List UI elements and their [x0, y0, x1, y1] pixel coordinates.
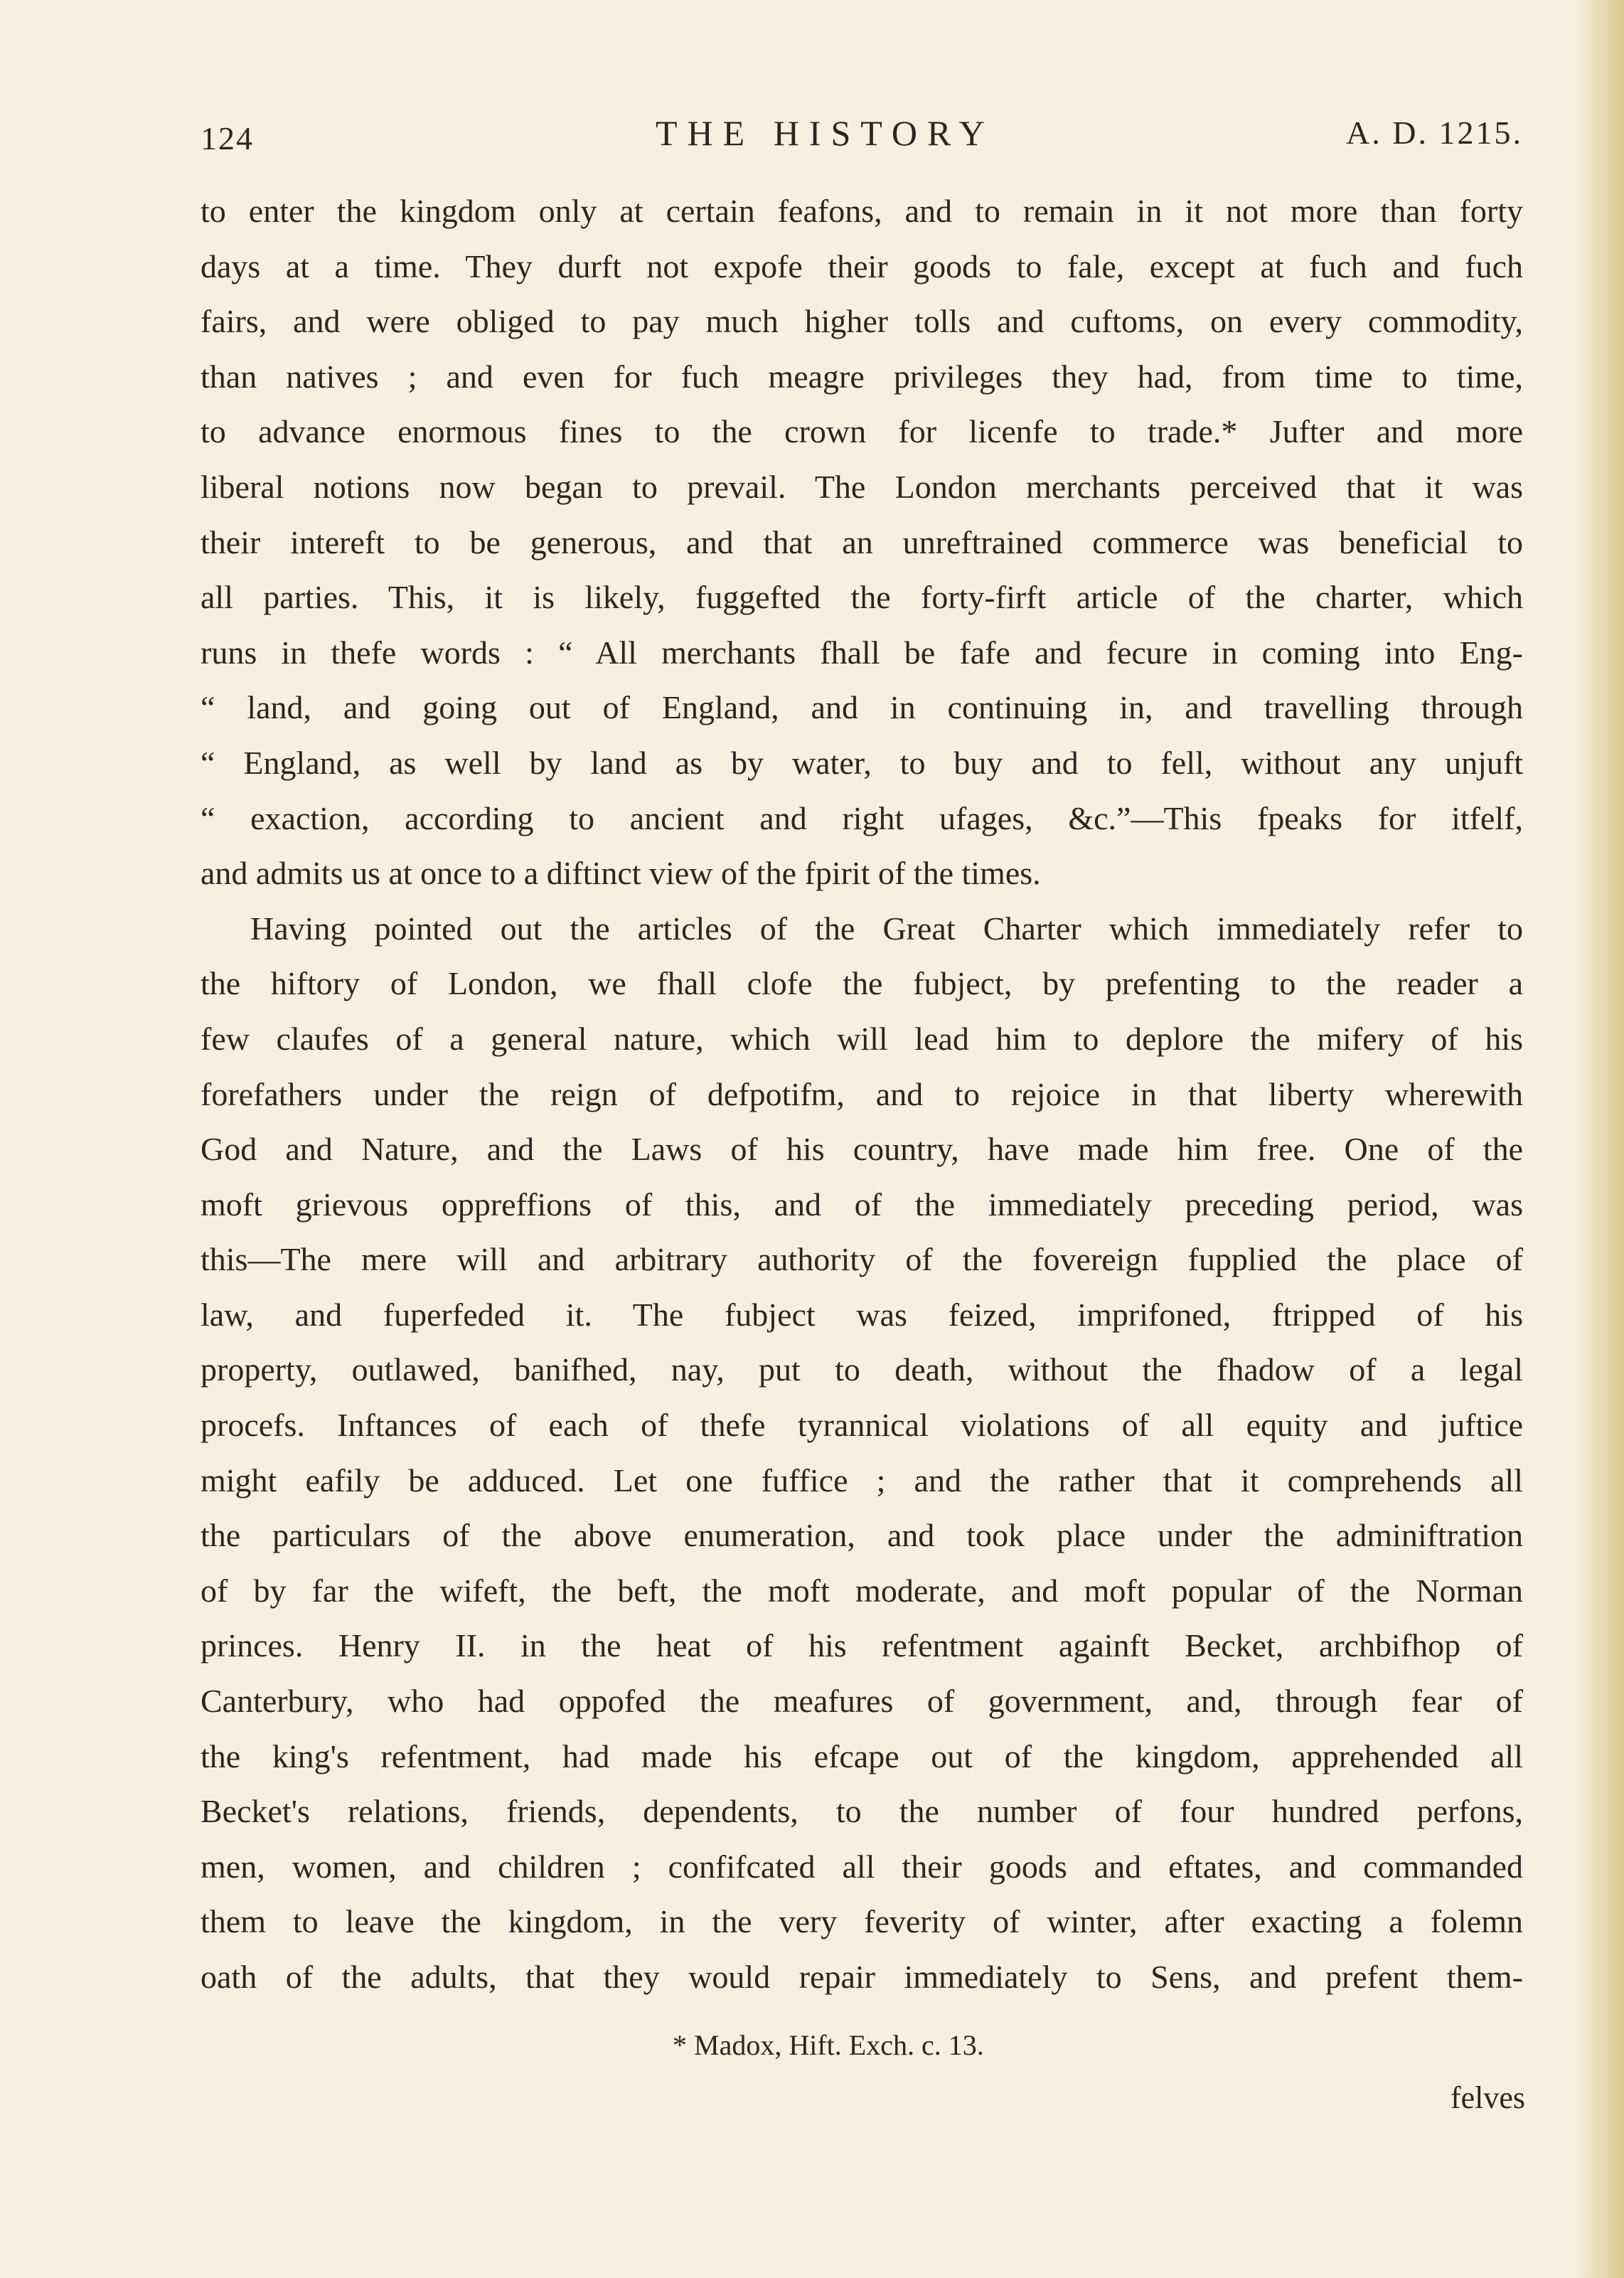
text-line: days at a time. They durft not expofe their goods to fale, except at fuch and fuch: [201, 248, 1523, 284]
running-title: THE HISTORY: [656, 113, 995, 153]
text-line: to advance enormous fines to the crown for licenfe to trade.* Jufter and more: [201, 413, 1523, 450]
text-line: few claufes of a general nature, which will lead him to deplore the mifery of his: [201, 1020, 1523, 1057]
text-line: procefs. Inftances of each of thefe tyrannical violations of all equity and juftice: [201, 1407, 1523, 1444]
text-line: to enter the kingdom only at certain feafons, and to remain in it not more than forty: [201, 193, 1523, 229]
text-line: “ land, and going out of England, and in continuing in, and travelling through: [201, 689, 1523, 726]
text-line: runs in thefe words : “ All merchants fhall be fafe and fecure in coming into Eng-: [201, 634, 1523, 671]
text-line: princes. Henry II. in the heat of his refentment againft Becket, archbifhop of: [201, 1627, 1523, 1664]
text-line: forefathers under the reign of defpotifm, and to rejoice in that liberty wherewith: [201, 1075, 1523, 1112]
text-line: moft grievous oppreffions of this, and of the immediately preceding period, was: [201, 1186, 1523, 1223]
footnote: * Madox, Hift. Exch. c. 13.: [673, 2029, 984, 2061]
text-line: oath of the adults, that they would repair immediately to Sens, and prefent them-: [201, 1959, 1523, 1995]
text-line: of by far the wifeft, the beft, the moft moderate, and moft popular of the Norman: [201, 1572, 1523, 1609]
catchword: felves: [1451, 2080, 1526, 2115]
text-line: and admits us at once to a diftinct view of the fpirit of the times.: [201, 855, 1041, 892]
page-number: 124: [201, 120, 254, 156]
text-line: Becket's relations, friends, dependents, to the number of four hundred perfons,: [201, 1793, 1523, 1830]
text-line: “ exaction, according to ancient and right ufages, &c.”—This fpeaks for itfelf,: [201, 799, 1523, 836]
text-line: than natives ; and even for fuch meagre privileges they had, from time to time,: [201, 358, 1523, 395]
text-line: property, outlawed, banifhed, nay, put to death, without the fhadow of a legal: [201, 1351, 1523, 1388]
body-text: [201, 183, 1523, 2005]
text-line: their intereft to be generous, and that an unreftrained commerce was beneficial to: [201, 523, 1523, 560]
text-line: “ England, as well by land as by water, to buy and to fell, without any unjuft: [201, 744, 1523, 781]
text-line: the particulars of the above enumeration, and took place under the adminiftration: [201, 1517, 1523, 1554]
text-line: fairs, and were obliged to pay much higher tolls and cuftoms, on every commodity,: [201, 303, 1523, 340]
page-edge: [1574, 0, 1624, 2278]
running-date: A. D. 1215.: [1346, 115, 1523, 151]
text-line: this—The mere will and arbitrary authority of the fovereign fupplied the place of: [201, 1241, 1523, 1278]
text-line: God and Nature, and the Laws of his country, have made him free. One of the: [201, 1131, 1523, 1168]
text-line: Canterbury, who had oppofed the meafures of government, and, through fear of: [201, 1683, 1523, 1720]
text-line: men, women, and children ; confifcated all their goods and eftates, and commanded: [201, 1848, 1523, 1885]
running-head: [201, 112, 1523, 169]
text-line: liberal notions now began to prevail. The London merchants perceived that it was: [201, 468, 1523, 505]
text-line: them to leave the kingdom, in the very feverity of winter, after exacting a folemn: [201, 1903, 1523, 1940]
text-line: all parties. This, it is likely, fuggefted the forty-firft article of the charter, which: [201, 579, 1523, 616]
text-line: might eafily be adduced. Let one fuffice ; and the rather that it comprehends all: [201, 1462, 1523, 1499]
paragraph-start-line: Having pointed out the articles of the Great Charter which immediately refer to: [250, 910, 1523, 947]
text-line: the king's refentment, had made his efcape out of the kingdom, apprehended all: [201, 1737, 1523, 1774]
text-line: law, and fuperfeded it. The fubject was feized, imprifoned, ftripped of his: [201, 1296, 1523, 1333]
text-line: the hiftory of London, we fhall clofe the fubject, by prefenting to the reader a: [201, 965, 1523, 1002]
